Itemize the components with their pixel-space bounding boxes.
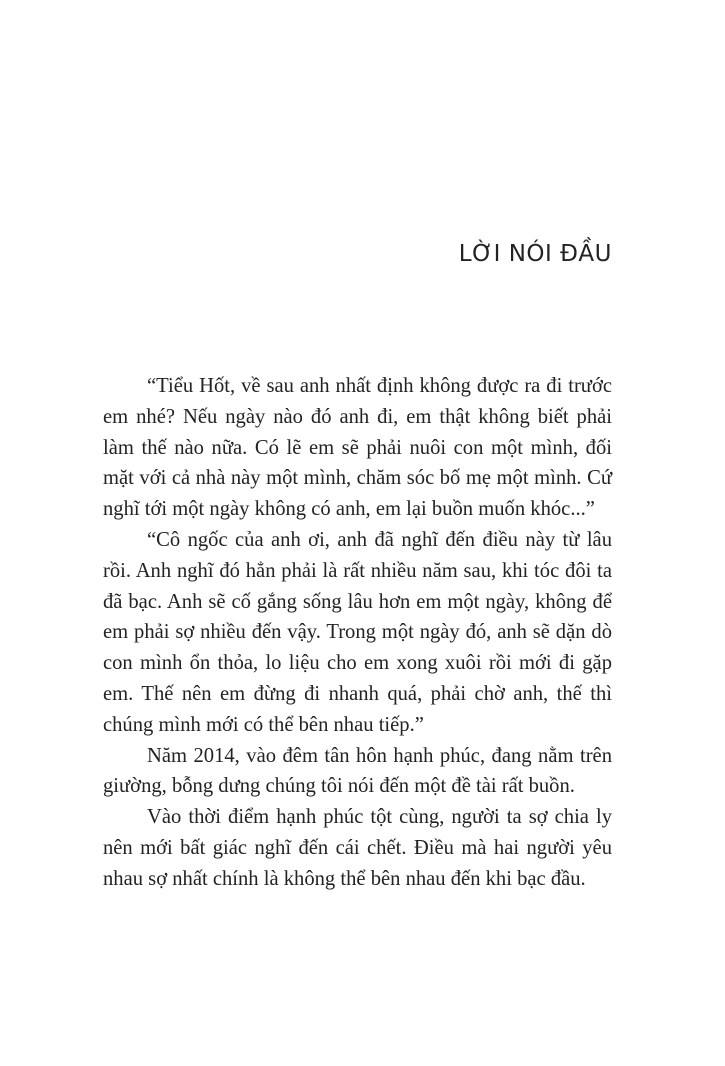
- chapter-title: LỜI NÓI ĐẦU: [458, 241, 612, 267]
- chapter-body: [103, 371, 612, 895]
- paragraph: Năm 2014, vào đêm tân hôn hạnh phúc, đang nằm trên giường, bỗng dưng chúng tôi nói đến một đề tài rất buồn.: [103, 744, 612, 798]
- paragraph: “Tiểu Hốt, về sau anh nhất định không được ra đi trước em nhé? Nếu ngày nào đó anh đi, em thật không biết phải làm thế nào nữa. Có lẽ em sẽ phải nuôi con một mình, đối mặt với cả nhà này một mình, chăm sóc bố mẹ một mình. Cứ nghĩ tới một ngày không có anh, em lại buồn muốn khóc...”: [103, 375, 612, 521]
- paragraph: “Cô ngốc của anh ơi, anh đã nghĩ đến điều này từ lâu rồi. Anh nghĩ đó hẳn phải là rất nhiều năm sau, khi tóc đôi ta đã bạc. Anh sẽ cố gắng sống lâu hơn em một ngày, không để em phải sợ nhiều đến vậy. Trong một ngày đó, anh sẽ dặn dò con mình ổn thỏa, lo liệu cho em xong xuôi rồi mới đi gặp em. Thế nên em đừng đi nhanh quá, phải chờ anh, thế thì chúng mình mới có thể bên nhau tiếp.”: [103, 528, 612, 736]
- paragraph: Vào thời điểm hạnh phúc tột cùng, người ta sợ chia ly nên mới bất giác nghĩ đến cái chết. Điều mà hai người yêu nhau sợ nhất chính là không thể bên nhau đến khi bạc đầu.: [103, 806, 612, 890]
